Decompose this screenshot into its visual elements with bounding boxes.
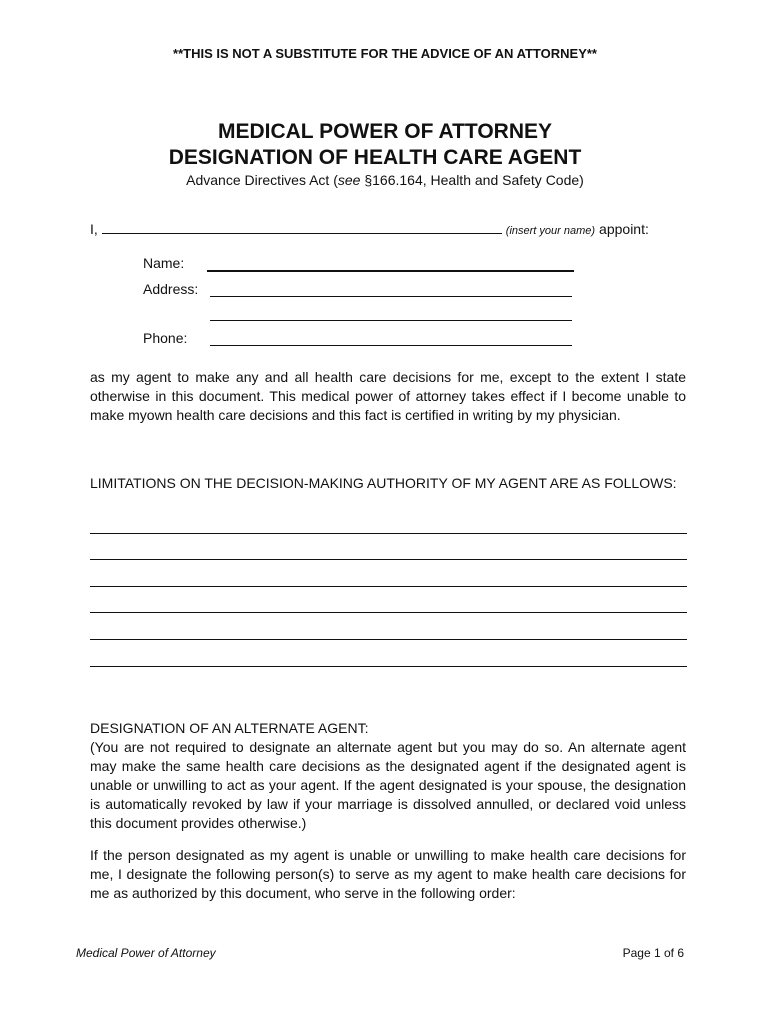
statute-suffix: §166.164, Health and Safety Code) <box>360 172 584 188</box>
limitations-line[interactable] <box>90 559 687 560</box>
statute-prefix: Advance Directives Act ( <box>186 172 338 188</box>
agent-name-field[interactable] <box>207 270 574 272</box>
alternate-agent-paragraph: If the person designated as my agent is unable or unwilling to make health care decisions for me, I designate the following person(s) to serve as my agent to make health care decisions for me as authorized by this document, who serve in the following order: <box>90 847 686 901</box>
agent-phone-field[interactable] <box>210 345 572 346</box>
limitations-line[interactable] <box>90 666 687 667</box>
appoint-prefix: I, <box>90 221 98 237</box>
limitations-line[interactable] <box>90 586 687 587</box>
agent-address-label: Address: <box>143 281 199 297</box>
document-title: MEDICAL POWER OF ATTORNEY <box>217 120 553 143</box>
agent-name-label: Name: <box>143 255 185 271</box>
alternate-agent-note: (You are not required to designate an alternate agent but you may do so. An alternate agent may make the same health care decisions as the designated agent if the designated agent is unable or unwilling to act as your agent. If the agent designated is your spouse, the designation is automatically revoked by law if your marriage is dissolved annulled, or declared void unless this document provides otherwise.) <box>90 739 686 831</box>
appoint-suffix: appoint: <box>599 221 649 237</box>
limitations-line[interactable] <box>90 639 687 640</box>
insert-name-hint: (insert your name) <box>505 225 596 237</box>
appoint-row <box>90 220 649 237</box>
disclaimer: **THIS IS NOT A SUBSTITUTE FOR THE ADVICE OF AN ATTORNEY** <box>173 46 597 61</box>
limitations-line[interactable] <box>90 533 687 534</box>
document-subtitle: DESIGNATION OF HEALTH CARE AGENT <box>168 146 582 169</box>
footer-page-number: Page 1 of 6 <box>622 946 684 960</box>
statute-see: see <box>337 172 361 188</box>
footer-document-name: Medical Power of Attorney <box>76 946 216 960</box>
statute-reference <box>0 172 770 188</box>
limitations-heading: LIMITATIONS ON THE DECISION-MAKING AUTHORITY OF MY AGENT ARE AS FOLLOWS: <box>90 475 677 491</box>
agent-phone-label: Phone: <box>143 330 188 346</box>
alternate-agent-heading: DESIGNATION OF AN ALTERNATE AGENT: <box>90 720 369 736</box>
limitations-line[interactable] <box>90 612 687 613</box>
agent-address-field-line1[interactable] <box>210 296 572 297</box>
agent-address-field-line2[interactable] <box>210 320 572 321</box>
agent-authority-paragraph: as my agent to make any and all health care decisions for me, except to the extent I state otherwise in this document. This medical power of attorney takes effect if I become unable to make myown health care decisions and this fact is certified in writing by my physician. <box>90 369 686 423</box>
your-name-field[interactable] <box>102 220 502 234</box>
